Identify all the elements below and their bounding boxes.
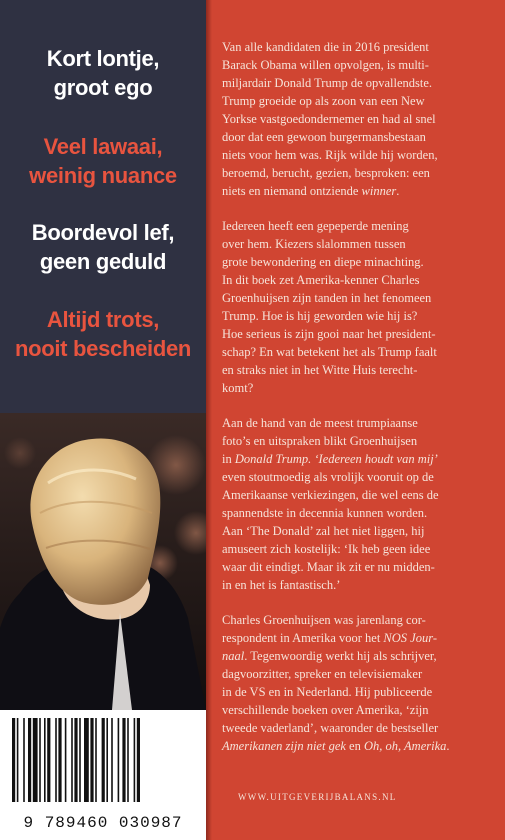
paragraph-1-text: Van alle kandidaten die in 2016 president Barack Obama willen opvolgen, is multi- miljardair Donald Trump de opvallendste. Trump groeide op als zoon van een New Yorkse vastgoedondernemer en had al snel door dat een gewoon burgermansbestaan niets voor hem was. Rijk wilde hij worden, beroemd, berucht, gezien, besproken: een niets en niemand ontziende: [222, 40, 438, 198]
barcode-bar: [17, 718, 19, 802]
barcode-bar: [84, 718, 89, 802]
paragraph-4-end: .: [446, 739, 450, 753]
paragraph-4-text-2: . Tegenwoordig werkt hij als schrijver, dagvoorzitter, spreker en televisiemaker in de VS en in Nederland. Hij publiceerde verschillende boeken over Amerika, ‘zijn tweede vaderland’, waaronder de bestseller: [222, 649, 439, 735]
barcode-bar: [23, 718, 25, 802]
barcode-bar: [47, 718, 50, 802]
headline-2: [0, 132, 206, 190]
spine-edge: [206, 0, 212, 840]
cover-left-panel: [0, 0, 206, 840]
paragraph-3-text: Aan de hand van de meest trumpiaanse foto’s en uitspraken blikt Groenhuijsen in: [222, 416, 418, 466]
barcode-bar: [12, 718, 15, 802]
headline-2-line-2: weinig nuance: [29, 163, 177, 188]
barcode-bar: [58, 718, 61, 802]
paragraph-4-italic-2: Amerikanen zijn niet gek: [222, 739, 346, 753]
paragraph-3-book-title: Donald Trump. ‘Iedereen houdt van mij’: [234, 452, 438, 466]
barcode-bar: [118, 718, 120, 802]
headline-3-line-2: geen geduld: [39, 249, 167, 274]
headline-3-line-1: Boordevol lef,: [31, 220, 175, 245]
headline-1-line-1: Kort lontje,: [46, 46, 160, 71]
barcode-bar: [71, 718, 73, 802]
barcode-bar: [95, 718, 97, 802]
trump-back-photo: [0, 413, 206, 710]
headline-1: [0, 44, 206, 102]
barcode-bar: [39, 718, 41, 802]
barcode-bar: [79, 718, 81, 802]
paragraph-4-italic-1: NOS Jour- naal: [222, 631, 437, 663]
barcode-bar: [74, 718, 77, 802]
barcode-bar: [28, 718, 31, 802]
barcode-bar: [90, 718, 93, 802]
paragraph-4-italic-3: Oh, oh, Amerika: [363, 739, 447, 753]
barcode-bar: [137, 718, 140, 802]
paragraph-1-italic: winner: [361, 184, 397, 198]
barcode: [0, 710, 206, 840]
publisher-website: WWW.UITGEVERIJBALANS.NL: [238, 792, 397, 802]
headline-4-line-2: nooit bescheiden: [14, 336, 192, 361]
barcode-bar: [33, 718, 38, 802]
barcode-number: 9 789460 030987: [23, 814, 183, 832]
barcode-bar: [134, 718, 136, 802]
paragraph-4-text: Charles Groenhuijsen was jarenlang cor- respondent in Amerika voor het: [222, 613, 426, 645]
headline-4-line-1: Altijd trots,: [46, 307, 160, 332]
barcode-bar: [55, 718, 57, 802]
headline-2-line-1: Veel lawaai,: [43, 134, 163, 159]
headline-1-line-2: groot ego: [53, 75, 153, 100]
barcode-bar: [65, 718, 67, 802]
barcode-bar: [102, 718, 105, 802]
paragraph-3: [222, 414, 494, 594]
paragraph-4: [222, 611, 494, 755]
barcode-bar: [127, 718, 129, 802]
headline-3: [0, 218, 206, 276]
headline-4: [0, 305, 206, 363]
paragraph-3-rest: even stoutmoedig als vrolijk vooruit op de Amerikaanse verkiezingen, die wel eens de spannendste in decennia kunnen worden. Aan ‘The Donald’ zal het niet liggen, hij amuseert zich kostelijk: ‘Ik heb geen idee waar dit eindigt. Maar ik zit er nu midden- in en het is fantastisch.’: [222, 470, 439, 592]
paragraph-1: [222, 38, 494, 200]
paragraph-1-end: .: [396, 184, 400, 198]
barcode-bar: [106, 718, 108, 802]
barcode-bar: [44, 718, 46, 802]
barcode-bar: [122, 718, 125, 802]
barcode-bar: [111, 718, 113, 802]
paragraph-4-text-3: en: [345, 739, 364, 753]
blurb-text: [222, 38, 494, 772]
barcode-bars: [0, 710, 206, 810]
paragraph-2: Iedereen heeft een gepeperde mening over hem. Kiezers slalommen tussen grote bewondering en diepe minachting. In dit boek zet Amerika-kenner Charles Groenhuijsen zijn tanden in het fenomeen Trump. Hoe is hij geworden wie hij is? Hoe serieus is zijn gooi naar het president- schap? En wat betekent het als Trump faalt en straks niet in het Witte Huis terecht- komt?: [222, 219, 437, 395]
